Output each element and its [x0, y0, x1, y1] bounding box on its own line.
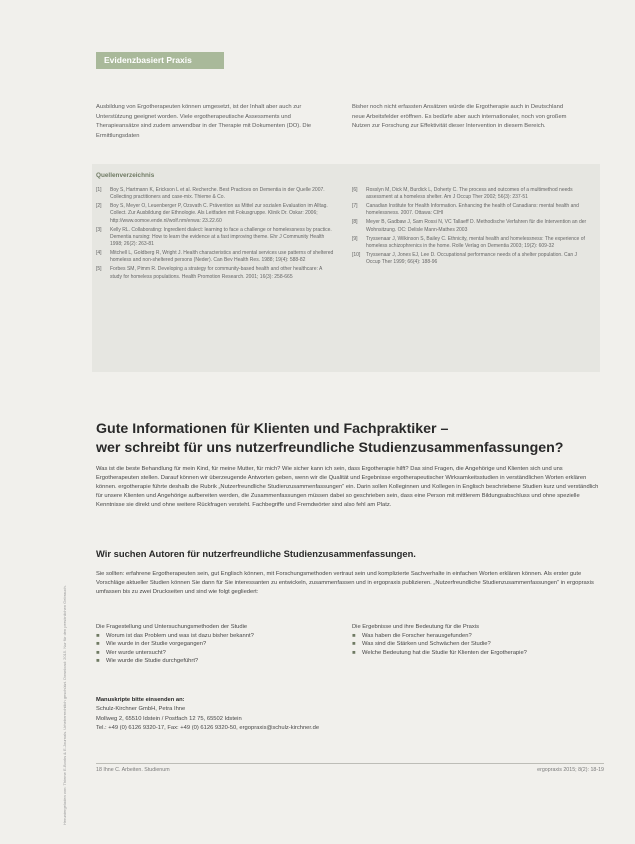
references-column-right — [352, 187, 590, 268]
contact-address: Mollweg 2, 65510 Idstein / Postfach 12 75, 65502 Idstein — [96, 715, 242, 722]
reference-item — [352, 187, 590, 202]
reference-item — [96, 187, 334, 202]
contact-phone-email: Tel.: +49 (0) 6126 9320-17, Fax: +49 (0) 6126 9320-50, ergopraxis@schulz-kirchner.de — [96, 724, 320, 731]
contact-block — [96, 696, 516, 733]
footer-page-info: 18 Ihne C. Arbeiten. Studienum — [96, 767, 170, 773]
structure-list-left — [96, 623, 336, 666]
sub-headline: Wir suchen Autoren für nutzerfreundliche Studienzusammenfassungen. — [96, 548, 416, 559]
reference-item — [352, 236, 590, 251]
footer-divider — [96, 763, 604, 764]
list-item: ■ Was haben die Forscher herausgefunden? — [352, 632, 472, 639]
requirements-paragraph: Sie sollten: erfahrene Ergotherapeuten sein, gut Englisch können, mit Forschungsmethoden vertraut sein und komplizierte Sachverhalte in einfachen Worten erklären können. Als erster gute Vorschläge aktueller Studien können Sie dann für Sie interessanten zu entwickeln, zusammenfassen und in ergopraxis publizieren. „Nutzerfreundliche Studienzusammenfassungen“ in ergopraxis umfassen bis zu zwei Druckseiten und sind wie folgt gegliedert: — [96, 571, 594, 595]
footer-journal-citation: ergopraxis 2015; 8(2): 18-19 — [537, 767, 604, 773]
reference-item — [96, 227, 334, 249]
headline-line-1: Gute Informationen für Klienten und Fachpraktiker – — [96, 421, 449, 437]
reference-text: Kelly RL. Collaborating: Ingredient dialect: learning to face a challenge or homelessness by practice. Dementia nursing: How to learn the evidence at a fast improving theme. Ehr J Community Health 1998; 26(2): 263-81 — [110, 226, 332, 248]
reference-number: [10] — [352, 251, 361, 258]
structure-list-right — [352, 623, 562, 657]
reference-number: [3] — [96, 226, 102, 233]
reference-number: [7] — [352, 203, 358, 210]
reference-text: Tryssenaar J, Jones EJ, Lee D. Occupational performance needs of a shelter population. Can J Occup Ther 1999; 66(4): 188-96 — [366, 251, 578, 266]
list-item: ■ Wie wurde in der Studie vorgegangen? — [96, 641, 207, 648]
list-intro: Die Ergebnisse und ihre Bedeutung für die Praxis — [352, 624, 479, 630]
reference-number: [2] — [96, 203, 102, 210]
list-item: ■ Was sind die Stärken und Schwächen der Studie? — [352, 641, 491, 648]
reference-text: Boy S, Meyer O, Leuenberger P, Ozsvath C. Prävention as Mittel zur sozialen Evaluation im Alltag. Collect. Zur Ausbildung der Ethnologie. Als Leitfaden mit Fokusgruppe. Klinik Dr. Oskar: 2006; http://www.oomoe.ende.nl/wolf.nm/enwa: 23.22.60 — [110, 203, 328, 224]
references-heading: Quellenverzeichnis — [96, 172, 155, 179]
bullet-icon: ■ — [352, 649, 356, 656]
reference-number: [6] — [352, 187, 358, 193]
reference-number: [1] — [96, 187, 102, 193]
reference-number: [9] — [352, 235, 358, 242]
reference-item — [96, 266, 334, 281]
reference-text: Boy S, Hartmann K, Erickson L et al. Recherche. Best Practices on Dementia in der Quelle 2007. Collecting practitioners and case-mix. Thieme & Co. — [110, 187, 325, 201]
contact-company: Schulz-Kirchner GmbH, Petra Ihne — [96, 706, 186, 713]
bullet-icon: ■ — [352, 632, 356, 639]
headline-line-2: wer schreibt für uns nutzerfreundliche Studienzusammenfassungen? — [96, 440, 564, 456]
list-item: ■ Welche Bedeutung hat die Studie für Klienten der Ergotherapie? — [352, 649, 527, 656]
reference-item — [96, 203, 334, 225]
reference-number: [8] — [352, 219, 358, 226]
intro-text-left: Ausbildung von Ergotherapeuten können umgesetzt, ist der Inhalt aber auch zur Unterstützung geeignet worden. Viele ergotherapeutische Assessments und Therapieansätze sind zudem anwendbar in der Therapie mit Dokumenten (DO). Die Ermittlungsdaten — [96, 104, 312, 139]
intro-text-right: Bisher noch nicht erfassten Ansätzen würde die Ergotherapie auch in Deutschland neue Arbeitsfelder eröffnen. Es bedürfe aber auch internationaler, noch von großem Nutzen zur Forschung zur Effektivität dieser Intervention in diesem Bereich. — [352, 104, 567, 130]
reference-item — [96, 250, 334, 265]
main-headline — [96, 420, 616, 458]
reference-text: Mitchell L, Goldberg R, Wright J. Health characteristics and mental services use patterns of sheltered homeless and non-sheltered persons (Neder). Can Bev Health Res. 1988; 19(4): 588-82 — [110, 250, 334, 264]
reference-text: Canadian Institute for Health Information. Enhancing the health of Canadians: mental health and homelessness. 2007. Ottawa: CIHI — [366, 203, 579, 217]
reference-number: [4] — [96, 250, 102, 257]
references-column-left — [96, 187, 334, 283]
list-item: ■ Worum ist das Problem und was ist dazu bisher bekannt? — [96, 632, 254, 639]
bullet-icon: ■ — [96, 658, 100, 665]
reference-item — [352, 203, 590, 218]
reference-item — [352, 252, 590, 267]
section-label: Evidenzbasiert Praxis — [96, 52, 224, 69]
reference-number: [5] — [96, 266, 102, 273]
bullet-icon: ■ — [96, 632, 100, 639]
side-copyright-note: Heruntergeladen von: Thieme E-Books & E-Journals. Urheberrechtlich geschützt. Download: 2015. Nur für den persönlichen Gebrauch. — [62, 585, 67, 825]
reference-item — [352, 219, 590, 234]
reference-text: Meyer B, Gadbaw J, Sam Rossi N, VC Tallaeff D. Methodische Verfahren für die Intervention an der Wohnsitzung. OC: Delisle Mann-Mathes 2003 — [366, 219, 587, 233]
list-intro: Die Fragestellung und Untersuchungsmethoden der Studie — [96, 624, 248, 630]
bullet-icon: ■ — [96, 649, 100, 656]
list-item: ■ Wer wurde untersucht? — [96, 649, 166, 656]
list-item: ■ Wie wurde die Studie durchgeführt? — [96, 658, 199, 665]
reference-text: Forbes SM, Pimm R. Developing a strategy for community-based health and other healthcare: A study for homeless populations. Health Promotion Research. 2001; 16(3): 258-665 — [110, 266, 323, 280]
reference-text: Tryssenaar J, Wilkinson S, Bailey C. Ethnicity, mental health and homelessness: The experience of homeless schizophrenics in the home. Rolle Verlag on Dementia 2003; 19(2): 609-32 — [366, 235, 585, 249]
intro-paragraph: Was ist die beste Behandlung für mein Kind, für meine Mutter, für mich? Wie sicher kann ich sein, dass Ergotherapie hilft? Das sind Fragen, die Angehörige und Klienten sich und uns Ergotherapeuten stellen. Darauf können wir überzeugende Antworten geben, wenn wir die Qualität und Ergebnisse ergotherapeutischer Wirksamkeitsstudien in verständlichen Worten erklären können. ergotherapie führte deshalb die Rubrik „Nutzerfreundliche Studienzusammenfassungen“ ein. Darin sollen Kolleginnen und Kollegen in Englisch beschriebene Studien kurz und verständlich für unsere Klienten und Angehörige aufbereiten werden, die Zusammenfassungen müssen dabei so geschrieben sein, dass eine Person mit mittlerem Bildungsabschluss und ohne spezielle Kenntnisse sie direkt und ohne weitere Rückfragen versteht. Fachbegriffe und Fremdwörter sind also fehl am Platz. — [96, 466, 599, 508]
bullet-icon: ■ — [96, 641, 100, 648]
bullet-icon: ■ — [352, 641, 356, 648]
contact-heading: Manuskripte bitte einsenden an: — [96, 697, 185, 703]
reference-text: Rosslyn M, Dick M, Burdick L, Doherty C. The process and outcomes of a multimethod needs assessment at a homeless shelter. Am J Occup Ther 2002; 56(3): 237-51 — [366, 187, 573, 201]
